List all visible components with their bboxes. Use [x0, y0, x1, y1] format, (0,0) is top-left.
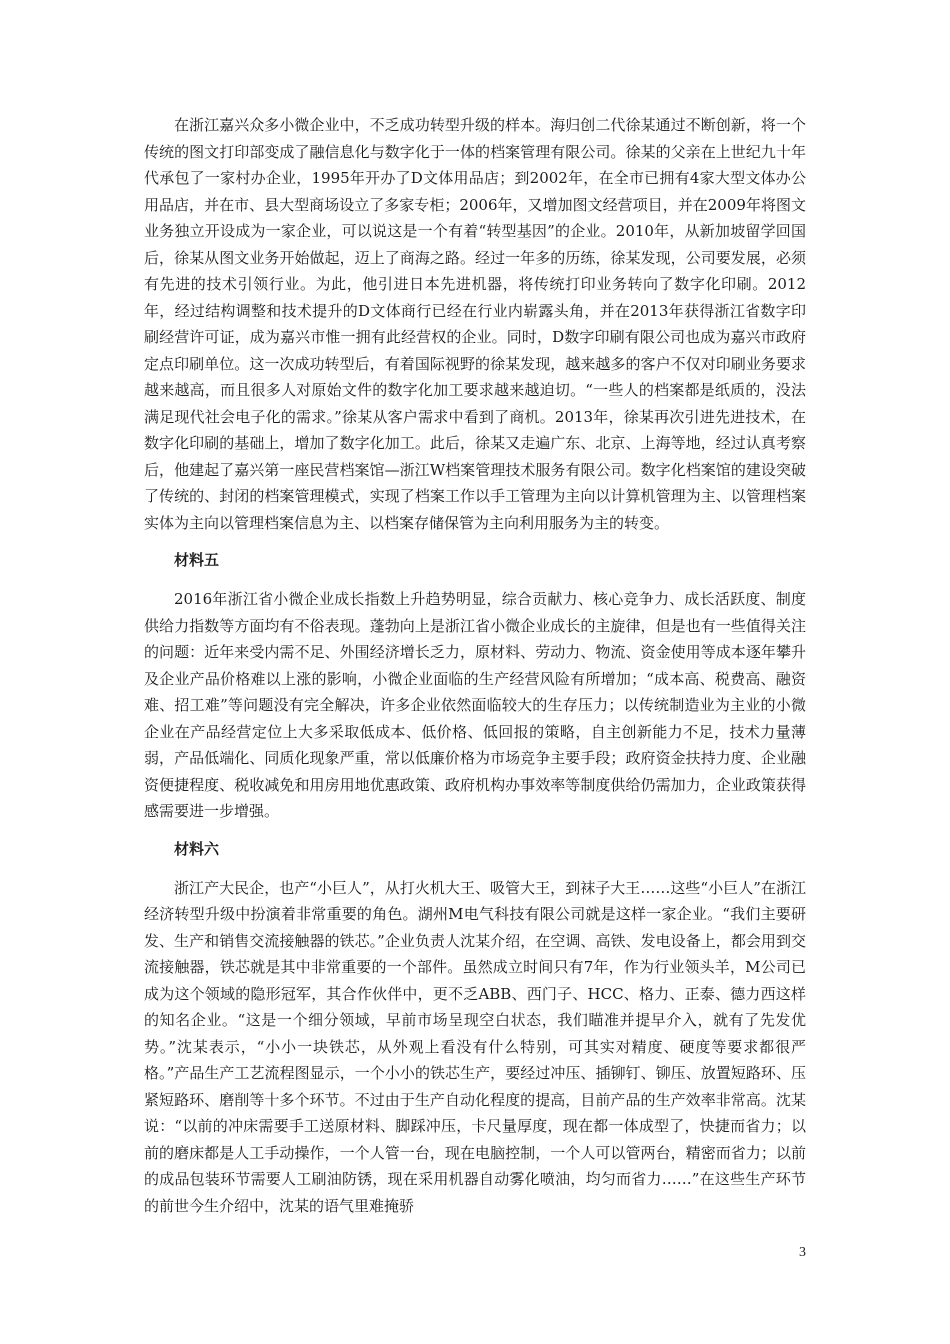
document-body	[144, 112, 806, 1219]
paragraph-material-4-continued: 在浙江嘉兴众多小微企业中，不乏成功转型升级的样本。海归创二代徐某通过不断创新，将一个传统的图文打印部变成了融信息化与数字化于一体的档案管理有限公司。徐某的父亲在上世纪九十年代承包了一家村办企业，1995年开办了D文体用品店；到2002年，在全市已拥有4家大型文体办公用品店，并在市、县大型商场设立了多家专柜；2006年，又增加图文经营项目，并在2009年将图文业务独立开设成为一家企业，可以说这是一个有着“转型基因”的企业。2010年，从新加坡留学回国后，徐某从图文业务开始做起，迈上了商海之路。经过一年多的历练，徐某发现，公司要发展，必须有先进的技术引领行业。为此，他引进日本先进机器，将传统打印业务转向了数字化印刷。2012年，经过结构调整和技术提升的D文体商行已经在行业内崭露头角，并在2013年获得浙江省数字印刷经营许可证，成为嘉兴市惟一拥有此经营权的企业。同时，D数字印刷有限公司也成为嘉兴市政府定点印刷单位。这一次成功转型后，有着国际视野的徐某发现，越来越多的客户不仅对印刷业务要求越来越高，而且很多人对原始文件的数字化加工要求越来越迫切。“一些人的档案都是纸质的，没法满足现代社会电子化的需求。”徐某从客户需求中看到了商机。2013年，徐某再次引进先进技术，在数字化印刷的基础上，增加了数字化加工。此后，徐某又走遍广东、北京、上海等地，经过认真考察后，他建起了嘉兴第一座民营档案馆—浙江W档案管理技术服务有限公司。数字化档案馆的建设突破了传统的、封闭的档案管理模式，实现了档案工作以手工管理为主向以计算机管理为主、以管理档案实体为主向以管理档案信息为主、以档案存储保管为主向利用服务为主的转变。	[144, 116, 806, 532]
paragraph-material-6: 浙江产大民企，也产“小巨人”，从打火机大王、吸管大王，到袜子大王……这些“小巨人”在浙江经济转型升级中扮演着非常重要的角色。湖州M电气科技有限公司就是这样一家企业。“我们主要研发、生产和销售交流接触器的铁芯。”企业负责人沈某介绍，在空调、高铁、发电设备上，都会用到交流接触器，铁芯就是其中非常重要的一个部件。虽然成立时间只有7年，作为行业领头羊，M公司已成为这个领域的隐形冠军，其合作伙伴中，更不乏ABB、西门子、HCC、格力、正泰、德力西这样的知名企业。“这是一个细分领域，早前市场呈现空白状态，我们瞄准并提早介入，就有了先发优势。”沈某表示，“小小一块铁芯，从外观上看没有什么特别，可其实对精度、硬度等要求都很严格。”产品生产工艺流程图显示，一个小小的铁芯生产，要经过冲压、插铆钉、铆压、放置短路环、压紧短路环、磨削等十多个环节。不过由于生产自动化程度的提高，目前产品的生产效率非常高。沈某说：“以前的冲床需要手工送原材料、脚踩冲压，卡尺量厚度，现在都一体成型了，快捷而省力；以前的磨床都是人工手动操作，一个人管一台，现在电脑控制，一个人可以管两台，精密而省力；以前的成品包装环节需要人工刷油防锈，现在采用机器自动雾化喷油，均匀而省力……”在这些生产环节的前世今生介绍中，沈某的语气里难掩骄	[144, 878, 806, 1215]
page-number: 3	[799, 1245, 806, 1260]
heading-material-6: 材料六	[174, 839, 220, 858]
heading-material-5: 材料五	[174, 551, 220, 569]
paragraph-material-5: 2016年浙江省小微企业成长指数上升趋势明显，综合贡献力、核心竞争力、成长活跃度、制度供给力指数等方面均有不俗表现。蓬勃向上是浙江省小微企业成长的主旋律，但是也有一些值得关注的问题：近年来受内需不足、外围经济增长乏力，原材料、劳动力、物流、资金使用等成本逐年攀升及企业产品价格难以上涨的影响，小微企业面临的生产经营风险有所增加；“成本高、税费高、融资难、招工难”等问题没有完全解决，许多企业依然面临较大的生存压力；以传统制造业为主业的小微企业在产品经营定位上大多采取低成本、低价格、低回报的策略，自主创新能力不足，技术力量薄弱，产品低端化、同质化现象严重，常以低廉价格为市场竞争主要手段；政府资金扶持力度、企业融资便捷程度、税收减免和用房用地优惠政策、政府机构办事效率等制度供给仍需加力，企业政策获得感需要进一步增强。	[144, 590, 806, 820]
